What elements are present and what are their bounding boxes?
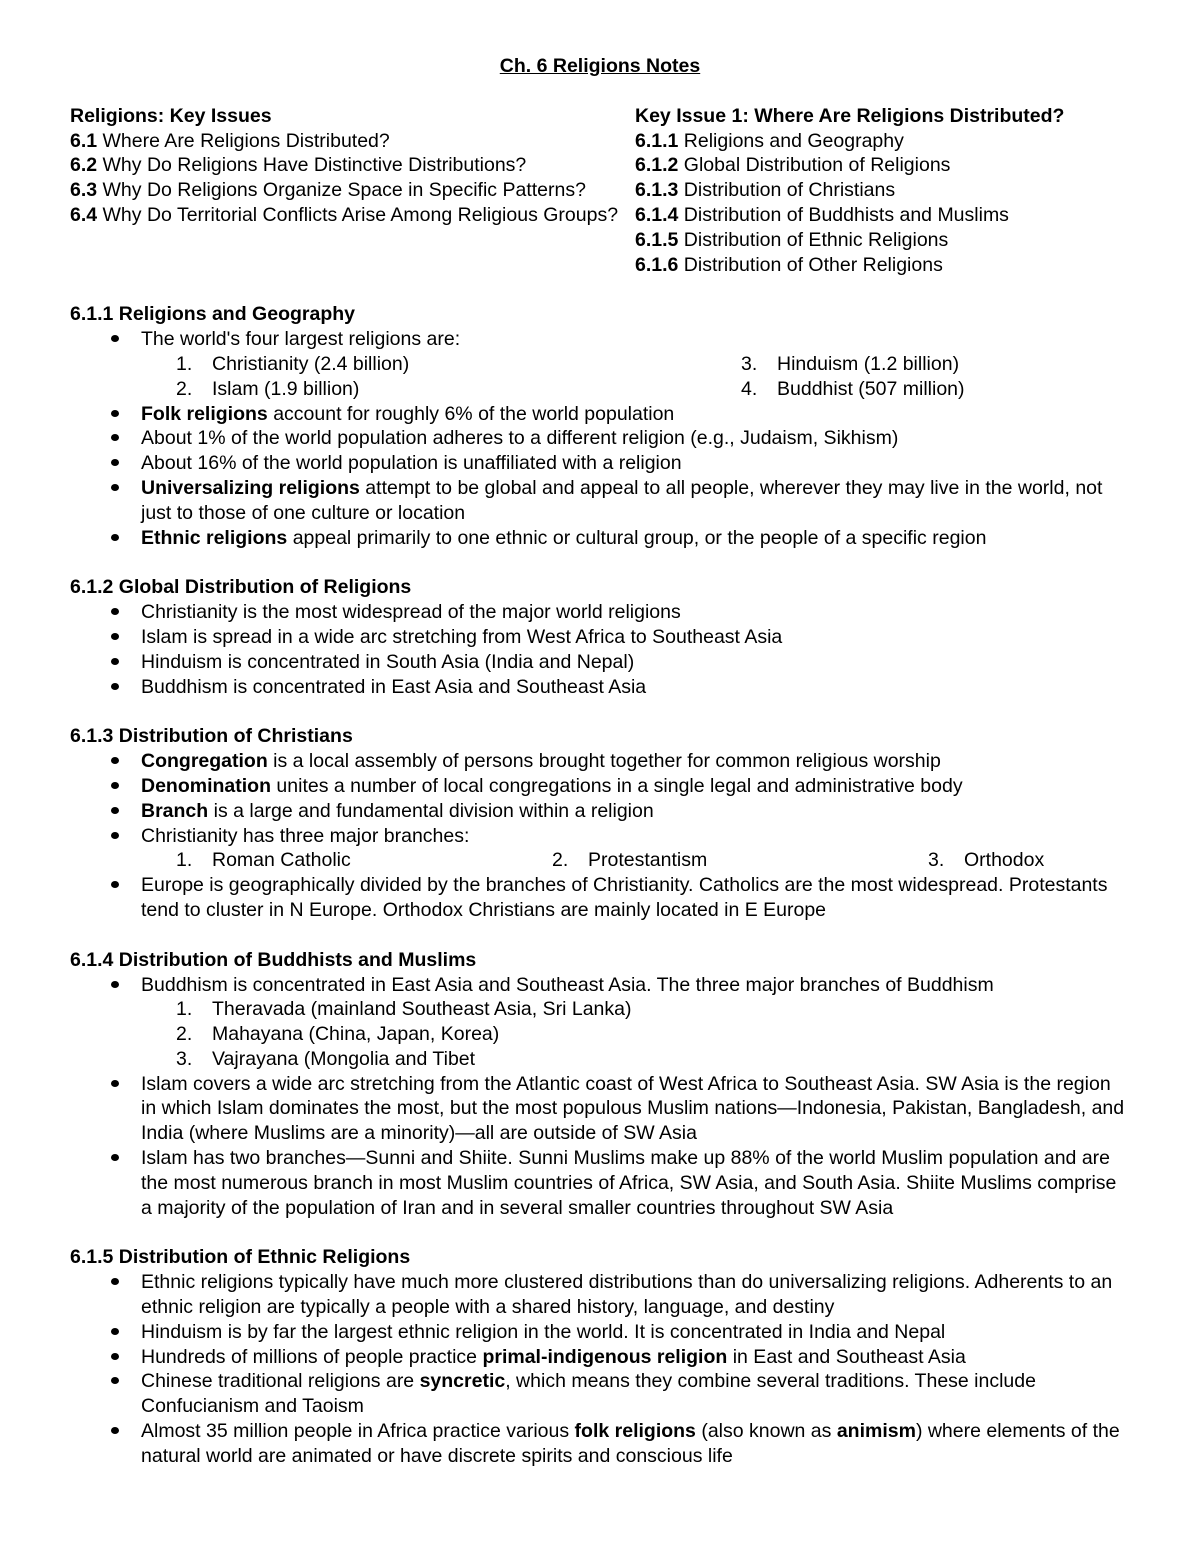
numbered-item: 4. Buddhist (507 million) <box>741 377 965 400</box>
bullet-item: Branch is a large and fundamental division within a religion <box>70 799 1130 824</box>
key-issue-1-list <box>635 104 1130 278</box>
bullet-item: Christianity is the most widespread of the major world religions <box>70 600 1130 625</box>
section-heading: 6.1.4 Distribution of Buddhists and Muslims <box>70 948 477 971</box>
bullet-item: Universalizing religions attempt to be global and appeal to all people, wherever they may live in the world, not just to those of one culture or location <box>70 476 1130 526</box>
page-title: Ch. 6 Religions Notes <box>499 55 701 77</box>
section-6-1-2 <box>70 575 1130 699</box>
document-page <box>70 54 1130 1469</box>
section-heading: 6.1.2 Global Distribution of Religions <box>70 576 412 599</box>
numbered-item: 1. Christianity (2.4 billion) <box>176 352 410 375</box>
numbered-item: 2. Mahayana (China, Japan, Korea) <box>176 1023 500 1046</box>
bullet-item: Hinduism is by far the largest ethnic religion in the world. It is concentrated in India and Nepal <box>70 1320 1130 1345</box>
bullet-item: Islam has two branches—Sunni and Shiite. Sunni Muslims make up 88% of the world Muslim population and are the most numerous branch in most Muslim countries of Africa, SW Asia, and South Asia. Shiite Muslims comprise a majority of the population of Iran and in several smaller countries throughout SW Asia <box>70 1146 1130 1220</box>
bullet-item: Europe is geographically divided by the branches of Christianity. Catholics are the most widespread. Protestants tend to cluster in N Europe. Orthodox Christians are mainly located in E Europe <box>70 873 1130 923</box>
numbered-item: 3. Orthodox <box>928 849 1045 872</box>
section-6-1-5 <box>70 1245 1130 1468</box>
bullet-list <box>70 1072 1130 1221</box>
numbered-item: 1. Theravada (mainland Southeast Asia, Sri Lanka) <box>176 998 632 1021</box>
religion-numbered-list <box>70 352 1130 402</box>
bullet-item: Denomination unites a number of local congregations in a single legal and administrative body <box>70 774 1130 799</box>
numbered-item: 3. Hinduism (1.2 billion) <box>741 352 960 375</box>
subtopic-item: 6.1.5 Distribution of Ethnic Religions <box>635 228 949 251</box>
subtopic-item: 6.1.6 Distribution of Other Religions <box>635 253 943 276</box>
subtopic-item: 6.1.2 Global Distribution of Religions <box>635 154 951 177</box>
numbered-item: 1. Roman Catholic <box>176 849 351 872</box>
key-issues-list <box>70 104 635 278</box>
key-issues-heading: Religions: Key Issues <box>70 104 272 127</box>
bullet-item: Buddhism is concentrated in East Asia and Southeast Asia <box>70 675 1130 700</box>
bullet-item: Ethnic religions typically have much more clustered distributions than do universalizing religions. Adherents to an ethnic religion are typically a people with a shared history, language, and destiny <box>70 1270 1130 1320</box>
bullet-item: Almost 35 million people in Africa practice various folk religions (also known as animism) where elements of the natural world are animated or have discrete spirits and conscious life <box>70 1419 1130 1469</box>
bullet-item: Buddhism is concentrated in East Asia and Southeast Asia. The three major branches of Buddhism <box>70 973 1130 998</box>
bullet-item: Chinese traditional religions are syncretic, which means they combine several traditions. These include Confucianism and Taoism <box>70 1369 1130 1419</box>
bullet-item: Ethnic religions appeal primarily to one ethnic or cultural group, or the people of a specific region <box>70 526 1130 551</box>
subtopic-item: 6.1.4 Distribution of Buddhists and Muslims <box>635 203 1009 226</box>
section-6-1-3 <box>70 724 1130 922</box>
key-issue-item: 6.2 Why Do Religions Have Distinctive Distributions? <box>70 154 527 177</box>
bullet-item: Islam covers a wide arc stretching from the Atlantic coast of West Africa to Southeast Asia. SW Asia is the region in which Islam dominates the most, but the most populous Muslim nations—Indonesia, Pakistan, Bangladesh, and India (where Muslims are a minority)—all are outside of SW Asia <box>70 1072 1130 1146</box>
numbered-item: 3. Vajrayana (Mongolia and Tibet <box>176 1047 476 1070</box>
bullet-item: The world's four largest religions are: <box>70 327 1130 352</box>
bullet-item: Islam is spread in a wide arc stretching from West Africa to Southeast Asia <box>70 625 1130 650</box>
bullet-list <box>70 402 1130 551</box>
bullet-list <box>70 1270 1130 1468</box>
subtopic-item: 6.1.1 Religions and Geography <box>635 129 904 152</box>
bullet-item: Hinduism is concentrated in South Asia (India and Nepal) <box>70 650 1130 675</box>
numbered-item: 2. Islam (1.9 billion) <box>176 377 360 400</box>
bullet-item: Congregation is a local assembly of persons brought together for common religious worship <box>70 749 1130 774</box>
branch-numbered-list <box>70 848 1130 873</box>
bullet-list <box>70 973 1130 998</box>
bullet-item: Christianity has three major branches: <box>70 824 1130 849</box>
bullet-item: About 1% of the world population adheres to a different religion (e.g., Judaism, Sikhism) <box>70 426 1130 451</box>
bullet-list <box>70 600 1130 699</box>
bullet-item: About 16% of the world population is unaffiliated with a religion <box>70 451 1130 476</box>
bullet-list <box>70 327 1130 352</box>
section-heading: 6.1.5 Distribution of Ethnic Religions <box>70 1246 411 1269</box>
section-heading: 6.1.1 Religions and Geography <box>70 303 355 326</box>
bullet-item: Hundreds of millions of people practice primal-indigenous religion in East and Southeast Asia <box>70 1345 1130 1370</box>
key-issues-columns <box>70 104 1130 278</box>
bullet-list <box>70 749 1130 848</box>
key-issue-item: 6.1 Where Are Religions Distributed? <box>70 129 390 152</box>
bullet-list <box>70 873 1130 923</box>
buddhism-branches-list <box>70 997 1130 1071</box>
subtopic-item: 6.1.3 Distribution of Christians <box>635 179 896 202</box>
numbered-item: 2. Protestantism <box>552 849 708 872</box>
section-6-1-1 <box>70 302 1130 550</box>
bullet-item: Folk religions account for roughly 6% of the world population <box>70 402 1130 427</box>
key-issue-item: 6.3 Why Do Religions Organize Space in Specific Patterns? <box>70 179 586 202</box>
section-6-1-4 <box>70 948 1130 1221</box>
key-issue-item: 6.4 Why Do Territorial Conflicts Arise Among Religious Groups? <box>70 203 619 226</box>
key-issue-1-heading: Key Issue 1: Where Are Religions Distributed? <box>635 104 1065 127</box>
section-heading: 6.1.3 Distribution of Christians <box>70 725 353 748</box>
